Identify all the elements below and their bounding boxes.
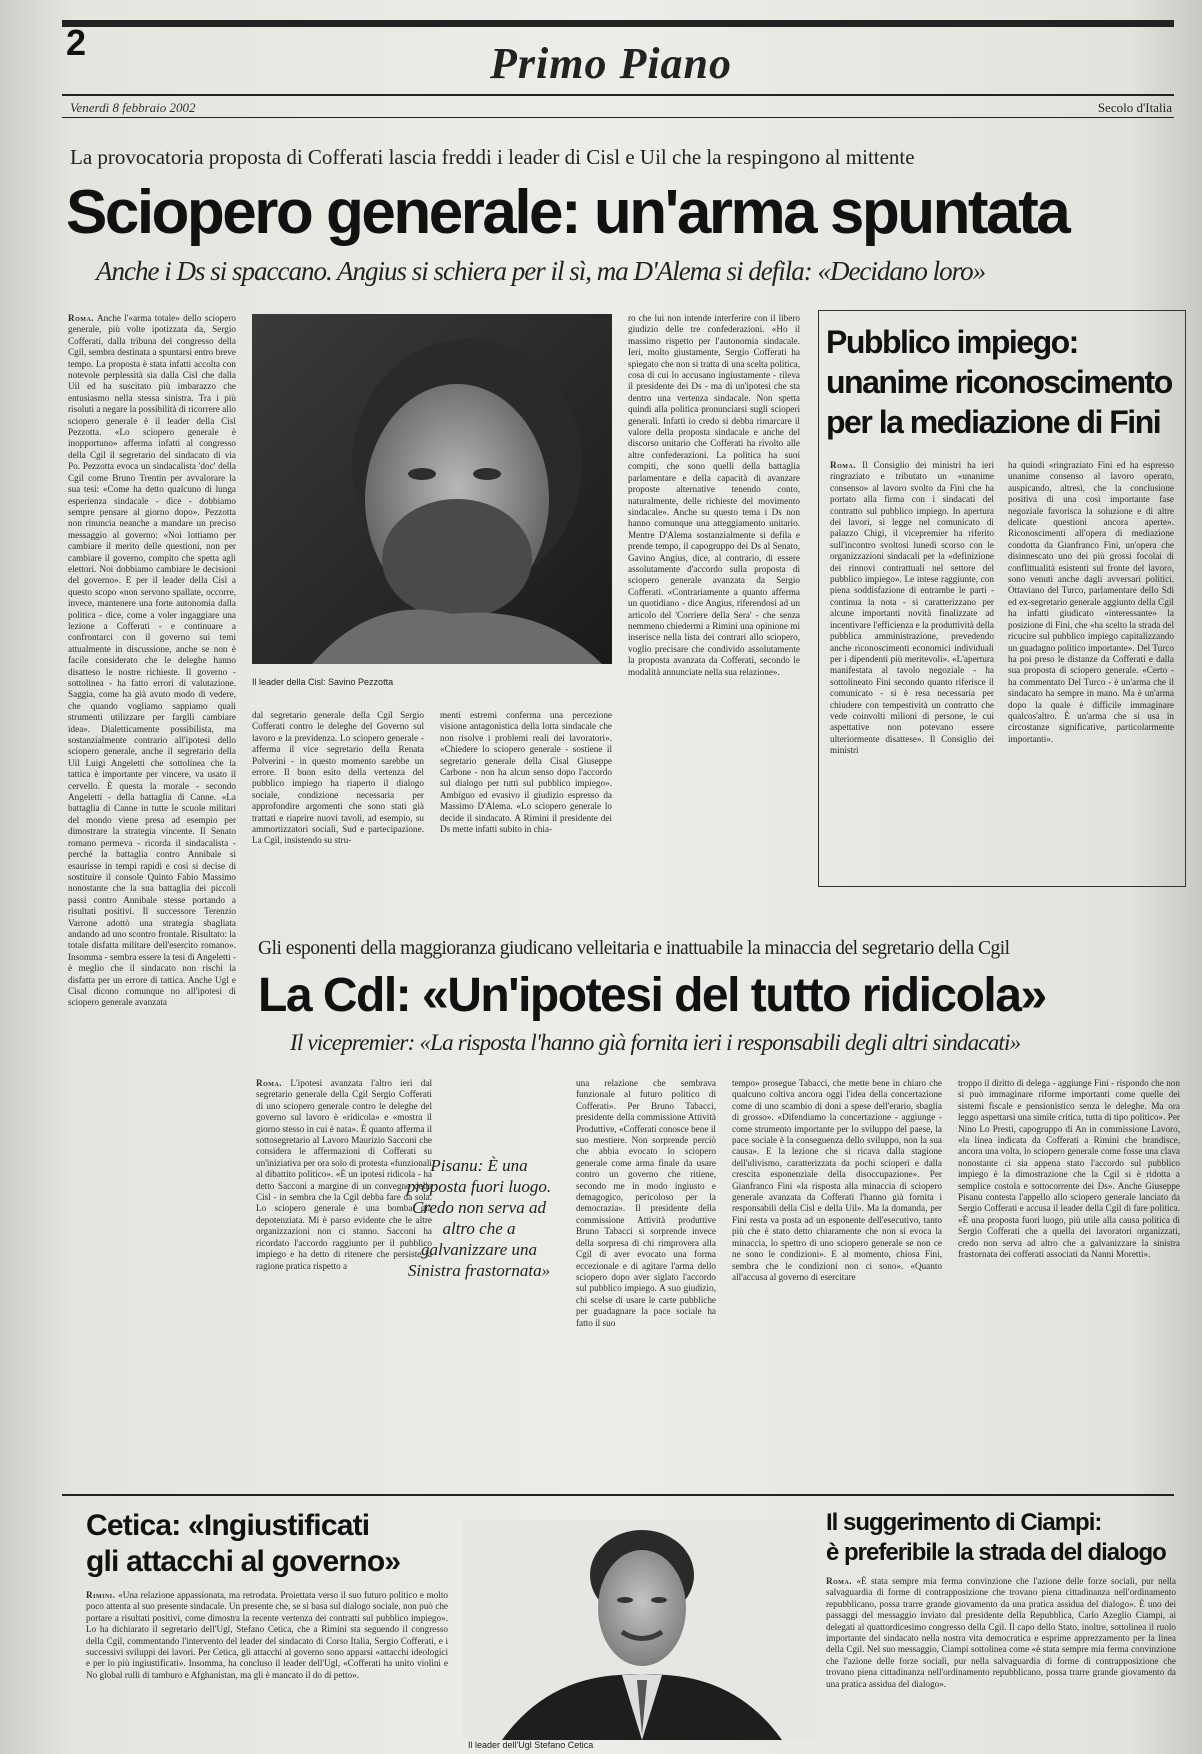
article-text: Anche l'«arma totale» dello sciopero generale, più volte ipotizzata da, Sergio Cofferati, dalla tribuna del congresso della Cgil, sembra destinata a spuntarsi entro breve tempo. La proposta è stata infatti accolta con notevole perplessità sia dalla Cisl che dalla Uil ed ha suscitato più imbarazzo che entusiasmo nella stessa sinistra. Tra i più risoluti a negare la possibilità di ricorrere allo sciopero generale è il leader della Cisl Pezzotta. «Lo sciopero generale è inopportuno» afferma infatti al congresso della Cgil il segretario del sindacato di via Po. Pezzotta evoca un sindacalista 'doc' della Cgil come Bruno Trentin per avvalorare la sua tesi: «Come ha detto qualcuno di lunga esperienza sindacale - dice - dobbiamo sempre pensare al giorno dopo». Pezzotta non rinuncia neanche a mandare un preciso messaggio al governo: «Noi lottiamo per cambiare il merito delle questioni, non per cambiare il governo, compito che spetta agli elettori. Noi dobbiamo cambiare le decisioni del governo». E per il leader della Cisl a questo scopo «non servono spallate, occorre, invece, mantenere una forte autonomia dalla politica - dice, come a voler ingaggiare una lezione a Cofferati - e continuare a confrontarci con il governo sui temi attualmente in discussione, anche se non è facile considerato che le deleghe hanno disatteso le nostre richieste. Il governo - sottolinea - ha fatto errori di valutazione. Saggia, come ha già avuto modo di vedere, che quando vogliamo sappiamo quali strumenti utilizzare per farglli cambiare idea». Dialetticamente possibilista, ma sostanzialmente contrario all'ipotesi dello sciopero generale, anche il segretario della Uil Luigi Angeletti che sottolinea che la tattica è importante per vincere, va usato il cervello. È questa la morale - secondo Angeletti - della battaglia di Canne. «La battaglia di Canne in tutte le scuole militari del mondo viene presa ad esempio per dimostrare la strategia vincente. Il Senato romano permeva - ricorda il sindacalista - perché la battaglia contro Annibale si esaurisse in tempi rapidi e così si decise di sostituire il console Quinto Fabio Massimo nonostante che la sua battaglia dei piccoli passi contro Annibale stesse portando a risultati positivi. Il successore Terenzio Varrone adottò una strategia sbagliata andando ad uno scontro frontale. Risultato: la totale disfatta militare dell'esercito romano». Insomma - sembra essere la tesi di Angeletti - è meglio che il sindacato non rischi la disfatta per un errore di tattica. Anche Ugl e Cisal dicono comunque no all'ipotesi di sciopero generale avanzata: [68, 313, 236, 1008]
box-headline: [826, 322, 1178, 442]
header-rule: [62, 94, 1174, 96]
article-text: Il Consiglio dei ministri ha ieri ringraziato e tributato un «unanime consenso» al lavoro svolto da Fini che ha portato alla firma con i sindacati del contratto sul pubblico impiego. In apertura dei lavori, si legge nel comunicato di palazzo Chigi, il vicepremier ha riferito sull'incontro svoltosi lunedì scorso con le organizzazioni sindacali per la «definizione dei rinnovi contrattuali nel settore del pubblico impiego». Le intese raggiunte, con piena soddisfazione di entrambe le parti - continua la nota - si caratterizzano per alcune importanti novità finalizzate ad incentivare l'efficienza e la produttività della pubblica amministrazione, prevedendo anche riconoscimenti economici individuali per i dipendenti più meritevoli». «L'apertura manifestata al tavolo negoziale - ha sottolineato Fini secondo quanto riferisce il comunicato - si è resa necessaria per chiudere con tempestività un contratto che vede coinvolti milioni di persone, le cui aspettative non potevano essere ulteriormente disattese». Il Consiglio dei ministri: [830, 460, 994, 756]
second-article-col2: [496, 1078, 716, 1482]
box-article-col1: [830, 460, 994, 875]
ciampi-article-body: [826, 1576, 1176, 1738]
issue-date: Venerdì 8 febbraio 2002: [70, 100, 196, 115]
bottom-rule: [62, 1494, 1174, 1496]
cetica-headline-line1: Cetica: «Ingiustificati: [86, 1509, 370, 1542]
box-headline-line2: unanime riconoscimento: [826, 364, 1172, 400]
box-headline-line1: Pubblico impiego:: [826, 324, 1078, 360]
main-article-col2: dal segretario generale della Cgil Sergio Cofferati contro le deleghe del Governo sul lavoro e la previdenza. Lo sciopero generale - afferma il vice segretario della Renata Polverini - in questo momento sarebbe un errore. Il buon esito della vertenza del pubblico impiego ha riaperto il dialogo sociale, condizione necessaria per approfondire argomenti che sono stati già trattati e riaprire nuovi tavoli, ad esempio, su ammortizzatori sociali, Sud e partecipazione. La Cgil, insistendo su stru-: [252, 710, 424, 846]
newspaper-name: Secolo d'Italia: [1097, 100, 1172, 115]
box-headline-line3: per la mediazione di Fini: [826, 404, 1161, 440]
page-number: 2: [66, 22, 87, 63]
ciampi-headline-line1: Il suggerimento di Ciampi:: [826, 1509, 1102, 1536]
photo-caption-cetica: Il leader dell'Ugl Stefano Cetica: [468, 1740, 594, 1750]
dateline: Roma.: [256, 1078, 283, 1088]
dateline: Roma.: [68, 313, 95, 323]
article-text: «È stata sempre mia ferma convinzione che l'azione delle forze sociali, pur nella salvaguardia di forme di contrapposizione che trovano piena cittadinanza nell'ordinamento repubblicano, possa trarre grande giovamento da una pratica assidua del dialogo». È uno dei passaggi del messaggio inviato dal presidente della Repubblica, Carlo Azeglio Ciampi, ai delegati al quattordicesimo congresso della Cgil. Il capo dello Stato, inoltre, sottolinea il ruolo importante del sindacato nella nostra vita democratica e esprime apprezzamento per la linea della Cgil. Nel suo messaggio, Ciampi sottolinea come «è stata sempre mia ferma convinzione che l'azione delle forze sociali, pur nella salvaguardia di forme di contrapposizione che trovano piena cittadinanza nell'ordinamento repubblicano, possa trarre grande giovamento da una pratica assidua del dialogo».: [826, 1576, 1176, 1689]
photo-cetica: [462, 1520, 816, 1740]
second-article-col4: troppo il diritto di delega - aggiunge Fini - rispondo che non si può immaginare riforme importanti come quelle dei sistemi fiscale e pensionistico senza le deleghe. Ma ora leggo aspettarsi una simile critica, tutta di tipo politico». Per Nino Lo Presti, capogruppo di An in commissione Lavoro, «la linea indicata da Cofferati a Rimini che brandisce, ancora una volta, lo sciopero generale come fosse una clava nonostante ci sia appena stato l'accordo sul pubblico impiego è la dimostrazione che la Cgil si è ridotta a semplice costola e sottocorrente dei Ds». Anche Giuseppe Pisanu contesta l'appello allo sciopero generale lanciato da Sergio Cofferati e accusa il leader della Cgil di fare politica. «È una proposta fuori luogo, più utile alla causa politica di Sergio Cofferati che a quella dei lavoratori organizzati, credo non serva ad altro che a galvanizzare la sinistra frastornata dei cofferati associati da Nanni Moretti».: [958, 1078, 1180, 1260]
box-article-col2: ha quindi «ringraziato Fini ed ha espresso unanime consenso al lavoro operato, auspicando, altresì, che la conclusione positiva di una così importante fase negoziale favorisca la soluzione e di altre delicate questioni ancora aperte». Riconoscimenti all'opera di mediazione condotta da Gianfranco Fini, un'opera che disinnescato uno dei più grossi focolai di conflittualità esistenti sul fronte del lavoro, sono venuti anche dagli avversari politici. Ottaviano del Turco, parlamentare dello Sdi ed ex-segretario generale aggiunto della Cgil ha infatti giudicato «interessante» la posizione di Fini, che «ha scelto la strada del ricucire sul pubblico impiego capitalizzando un guadagno politico importante». Del Turco ha poi preso le distanze da Cofferati e dalla sua proposta di sciopero generale. «Certo - ha commentato Del Turco - è un'arma che il sindacato ha sempre in mano. Ma è un'arma dopo la quale è difficile immaginare qualcos'altro. È un'arma che si usa in circostanze significative, particolarmente importanti».: [1008, 460, 1174, 744]
article-text: una relazione che sembrava funzionale al futuro politico di Cofferati». Per Bruno Tabacci, presidente della commissione Attività Produttive, «Cofferati conosce bene il suo mestiere. Non sorprende perciò che abbia evocato lo sciopero generale come arma finale da usare contro un governo che ritiene, secondo me in modo ingiusto e demagogico, pericoloso per la democrazia». Il presidente della commissione Attività produttive Bruno Tabacci si sorprende invece della sorpresa di chi rimprovera alla Cgil di aver evocato una forma eccezionale e di agitare l'arma dello sciopero dopo aver siglato l'accordo sul pubblico impiego. A suo giudizio, chi scelse di usare le carte pubbliche per guadagnare la pace sociale ha fatto il suo: [576, 1078, 716, 1328]
photo-caption-pezzotta: Il leader della Cisl: Savino Pezzotta: [252, 677, 394, 687]
main-kicker: La provocatoria proposta di Cofferati lascia freddi i leader di Cisl e Uil che la respingono al mittente: [70, 145, 915, 169]
article-text: L'ipotesi avanzata l'altro ieri dal segretario generale della Cgil Sergio Cofferati di uno sciopero generale contro le deleghe del governo sul lavoro è «ridicola» e «mostra il giorno stesso in cui è nata». È quanto afferma il sottosegretario al Lavoro Maurizio Sacconi che considera le affermazioni di Cofferati su un'iniziativa per ora solo di protesta «funzionali al dibattito politico». «È un ipotesi ridicola - ha detto Sacconi a margine di un convegno della Cisl - in sembra che la Cgil debba fare da sola. Lo sciopero generale è una bomba già depotenziata. Mi è parso evidente che le altre organizzazioni non ci stanno. Sacconi ha ricordato l'accordo raggiunto per il pubblico impiego e ha detto di ritenere che persiste la ragione pratica rispetto a: [256, 1078, 432, 1271]
second-article-col3: tempo» prosegue Tabacci, che mette bene in chiaro che qualcuno coltiva ancora oggi l'idea della concertazione come di uno scambio di doni a spese dell'erario, sbaglia di grosso». «Difendiamo la concertazione - aggiunge - come strumento importante per lo sviluppo del paese, la pace sociale è la conseguenza dello sviluppo, non la sua causa». E la lezione che si ricava dalla stagione dell'ulivismo, caratterizzata da pochi scioperi e dalla crescita esponenziale della disoccupazione». Per Gianfranco Fini «la risposta alla minaccia di sciopero generale avanzata da Cofferati l'hanno già fornita i responsabili della Cisl e della Uil». Ma la domanda, per Fini resta va posta ad un esponente dell'esecutivo, tanto più che è stato detto chiaramente che non si evoca la minaccia, lo spettro di uno sciopero generale se non ce ne sono le condizioni». E al momento, chiosa Fini, sembra che le condizioni non ci sono». «Quanto all'accusa al governo di esercitare: [732, 1078, 942, 1282]
top-rule: [62, 20, 1174, 27]
main-subhead: Anche i Ds si spaccano. Angius si schiera per il sì, ma D'Alema si defila: «Decidano loro»: [96, 256, 986, 286]
article-text: «Una relazione appassionata, ma retrodata. Proiettata verso il suo futuro politico e molto poco attenta al suo presente sindacale. Un presente che, se si basa sul dialogo sociale, non può che portare a risultati positivi, come dimostra la recente vertenza dei contratti sul pubblico impiego». Lo ha dichiarato il segretario dell'Ugl, Stefano Cetica, che a Rimini sta seguendo il congresso della Cgil, commentando l'intervento del leader del sindacato di Corso Italia, Sergio Cofferati, e i successivi sviluppi dei lavori. Per Cetica, gli attacchi al governo sono apparsi «attacchi ideologici e per lo più ingiustificati». Insomma, ha concluso il leader dell'Ugl, «Cofferati ha unito violini e No global rulli di tamburo e Afghanistan, ma gli è mancato il do di petto».: [86, 1590, 448, 1680]
dateline: Roma.: [826, 1576, 853, 1586]
photo-pezzotta: [252, 314, 612, 664]
cetica-headline-line2: gli attacchi al governo»: [86, 1545, 401, 1578]
second-kicker: Gli esponenti della maggioranza giudicano velleitaria e inattuabile la minaccia del segretario della Cgil: [258, 938, 1010, 959]
main-article-col1: [68, 313, 236, 1475]
cetica-headline: [86, 1508, 466, 1580]
main-article-col4: ro che lui non intende interferire con il libero giudizio delle tre confederazioni. «Ho il massimo rispetto per l'autonomia sindacale. Ieri, molto giustamente, Sergio Cofferati ha spiegato che non si tratta di una scelta politica, cosa di cui lo accusano ingiustamente - rileva il presidente dei Ds - ma di un'ipotesi che sta dentro una vertenza sindacale. Non spetta quindi alla politica pronunciarsi sugli scioperi generali. Infatti io credo si debba rimarcare il valore della proposta sindacale e anche del discorso unitario che Cofferati ha rivolto alle altre confederazioni. La politica ha suoi compiti, che sono quelli della battaglia parlamentare e della capacità di avanzare proposte alternative tenendo conto, naturalmente, delle richieste del movimento sindacale». Anche su questo tema i Ds non hanno comunque una atteggiamento unitario. Mentre D'Alema sostanzialmente si defila e prende tempo, il capogruppo dei Ds al Senato, Gavino Angius, dice, al contrario, di essere assolutamente d'accordo sulla proposta di sciopero generale avanzata da Sergio Cofferati. «Contrariamente a quanto afferma un quotidiano - dice Angius, riferendosi ad un articolo del 'Corriere della Sera' - che senza nemmeno chiedermi a Rimini una opinione mi inserisce nella lista dei contrari allo sciopero, voglio precisare che condivido assolutamente la proposta avanzata da Cofferati, secondo le modalità annunciate nella sua relazione».: [628, 313, 800, 677]
dateline: Roma.: [830, 460, 857, 470]
cetica-article-body: [86, 1590, 448, 1735]
main-article-col3: menti estremi conferma una percezione visione antagonistica della lotta sindacale che non risolve i problemi reali dei lavoratori». «Chiedere lo sciopero generale - sostiene il segretario generale della Cisal Giuseppe Carbone - non ha alcun senso dopo l'accordo sul dialogo per tutti sul pubblico impiego». Ambiguo ed evasivo il giudizio espresso da Massimo D'Alema. «Lo sciopero generale lo decide il sindacato. A Rimini il presidente dei Ds mette infatti subito in chia-: [440, 710, 612, 835]
dateline: Rimini.: [86, 1590, 116, 1600]
ciampi-headline: [826, 1508, 1186, 1568]
pull-quote: Pisanu: È una proposta fuori luogo. Credo non serva ad altro che a galvanizzare una Sinistra frastornata»: [406, 1156, 552, 1280]
quote-spacer: [496, 1136, 576, 1356]
second-subhead: Il vicepremier: «La risposta l'hanno già fornita ieri i responsabili degli altri sindacati»: [290, 1030, 1021, 1055]
section-title: Primo Piano: [490, 39, 733, 88]
ciampi-headline-line2: è preferibile la strada del dialogo: [826, 1539, 1166, 1566]
header-rule-2: [62, 117, 1174, 118]
main-headline: Sciopero generale: un'arma spuntata: [66, 178, 1069, 247]
second-headline: La Cdl: «Un'ipotesi del tutto ridicola»: [258, 969, 1046, 1022]
